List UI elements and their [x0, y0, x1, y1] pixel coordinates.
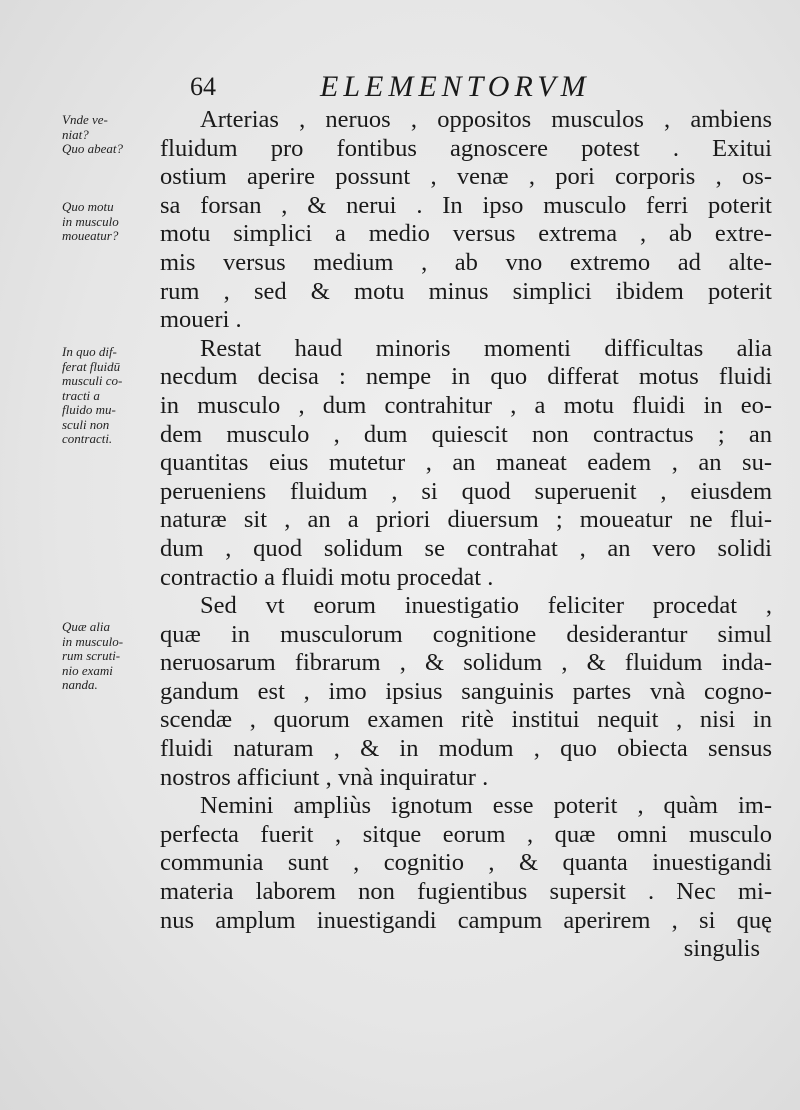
margin-note-line: nanda.: [62, 677, 98, 692]
text-line: motu simplici a medio versus extrema , ab extre-: [160, 220, 772, 248]
margin-note-line: ferat fluidū: [62, 358, 121, 374]
margin-notes: [0, 0, 160, 1110]
page-header: [190, 70, 750, 110]
text-line: necdum decisa : nempe in quo differat motus fluidi: [160, 363, 772, 391]
margin-note: [62, 345, 162, 447]
margin-note-line: tracti a: [62, 387, 100, 403]
margin-note-line: moueatur?: [62, 228, 119, 243]
margin-note-line: sculi non: [62, 416, 110, 432]
text-line: ostium aperire possunt , venæ , pori corporis , os-: [160, 163, 772, 191]
text-line: communia sunt , cognitio , & quanta inuestigandi: [160, 849, 772, 877]
margin-note-line: in musculo: [62, 213, 119, 229]
margin-note-line: nio exami: [62, 662, 113, 678]
text-line: rum , sed & motu minus simplici ibidem poterit: [160, 277, 772, 305]
text-line: fluidum pro fontibus agnoscere potest . Exitui: [160, 134, 772, 162]
text-line: quæ in musculorum cognitione desiderantur simul: [160, 620, 772, 648]
margin-note-line: contracti.: [62, 431, 113, 446]
margin-note-line: niat?: [62, 126, 89, 142]
margin-note-line: Quæ alia: [62, 619, 111, 634]
text-line: fluidi naturam , & in modum , quo obiecta sensus: [160, 735, 772, 763]
text-line: contractio a fluidi motu procedat .: [160, 563, 494, 591]
running-head: ELEMENTORVM: [320, 70, 591, 103]
text-line: dum , quod solidum se contrahat , an vero solidi: [160, 534, 772, 562]
text-line: scendæ , quorum examen ritè institui nequit , nisi in: [160, 706, 772, 734]
text-line: dem musculo , dum quiescit non contractus ; an: [160, 420, 772, 448]
margin-note-line: in musculo-: [62, 633, 124, 649]
text-line: nostros afficiunt , vnà inquiratur .: [160, 763, 489, 791]
margin-note-line: fluido mu-: [62, 402, 116, 417]
catchword: singulis: [683, 935, 760, 963]
text-line: quantitas eius mutetur , an maneat eadem , an su-: [160, 449, 772, 477]
text-line: perfecta fuerit , sitque eorum , quæ omni musculo: [160, 820, 772, 848]
page-number: 64: [190, 72, 216, 101]
text-line: in musculo , dum contrahitur , a motu fluidi in eo-: [160, 391, 772, 419]
margin-note: [62, 620, 162, 693]
text-line: Arterias , neruos , oppositos musculos , ambiens: [200, 106, 772, 133]
text-line: mis versus medium , ab vno extremo ad alte-: [160, 248, 772, 276]
margin-note-line: Vnde ve-: [62, 112, 108, 127]
text-line: moueri .: [160, 306, 242, 334]
text-line: neruosarum fibrarum , & solidum , & fluidum inda-: [160, 649, 772, 677]
margin-note: [62, 200, 162, 244]
margin-note: [62, 113, 162, 157]
margin-note-line: In quo dif-: [62, 344, 117, 359]
body-text: [160, 106, 772, 964]
text-line: Nemini ampliùs ignotum esse poterit , quàm im-: [200, 792, 772, 820]
margin-note-line: Quo abeat?: [62, 141, 124, 156]
margin-note-line: musculi co-: [62, 373, 123, 388]
text-line: materia laborem non fugientibus supersit . Nec mi-: [160, 878, 772, 906]
margin-note-line: Quo motu: [62, 199, 114, 214]
text-line: sa forsan , & nerui . In ipso musculo ferri poterit: [160, 191, 772, 219]
text-line: naturæ sit , an a priori diuersum ; moueatur ne flui-: [160, 506, 772, 534]
text-line: Sed vt eorum inuestigatio feliciter procedat ,: [200, 592, 772, 620]
text-line: nus amplum inuestigandi campum aperirem , si quę: [160, 906, 772, 934]
text-line: gandum est , imo ipsius sanguinis partes vnà cogno-: [160, 677, 772, 705]
text-line: Restat haud minoris momenti difficultas alia: [200, 334, 772, 362]
text-line: perueniens fluidum , si quod superuenit , eiusdem: [160, 477, 772, 505]
margin-note-line: rum scruti-: [62, 648, 121, 663]
